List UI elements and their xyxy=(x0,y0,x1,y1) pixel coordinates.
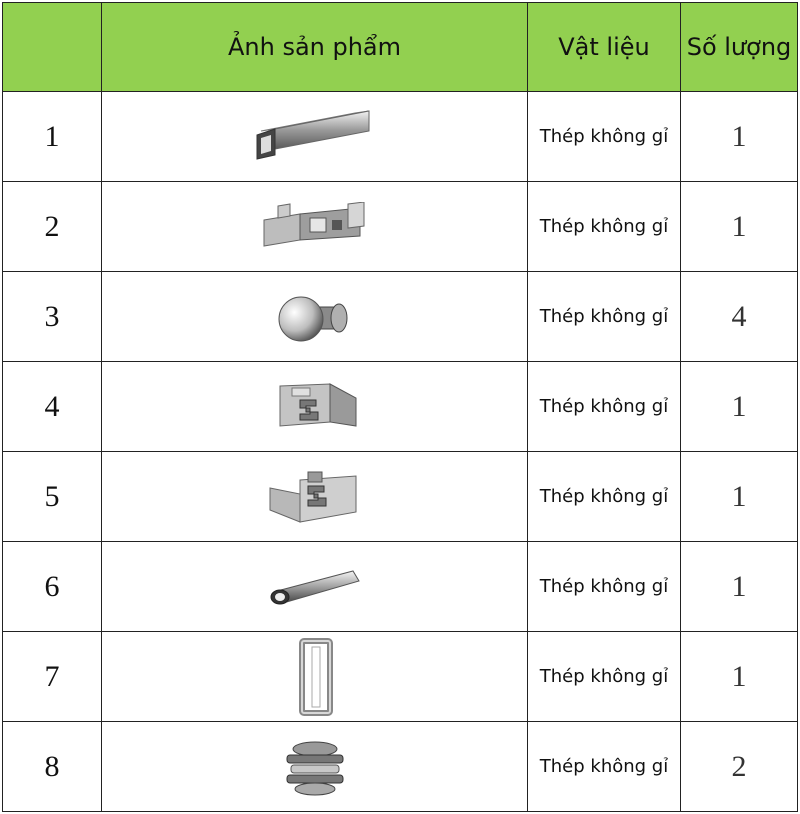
product-image-cell xyxy=(102,272,528,362)
door-handle-icon xyxy=(288,637,342,717)
parts-table xyxy=(2,2,798,812)
quantity-cell: 1 xyxy=(681,542,798,632)
glass-clamp-bracket-icon xyxy=(260,202,370,252)
table-row xyxy=(3,362,798,452)
material-cell: Thép không gỉ xyxy=(528,362,681,452)
roller-wheel-icon xyxy=(279,737,351,797)
material-cell: Thép không gỉ xyxy=(528,92,681,182)
table-row xyxy=(3,272,798,362)
quantity-cell: 1 xyxy=(681,92,798,182)
material-cell: Thép không gỉ xyxy=(528,722,681,812)
row-index: 8 xyxy=(3,722,102,812)
header-quantity: Số lượng xyxy=(681,3,798,92)
row-index: 7 xyxy=(3,632,102,722)
quantity-cell: 4 xyxy=(681,272,798,362)
table-row xyxy=(3,632,798,722)
material-cell: Thép không gỉ xyxy=(528,272,681,362)
table-row xyxy=(3,542,798,632)
product-image-cell xyxy=(102,542,528,632)
material-cell: Thép không gỉ xyxy=(528,452,681,542)
table-row xyxy=(3,452,798,542)
row-index: 3 xyxy=(3,272,102,362)
material-cell: Thép không gỉ xyxy=(528,632,681,722)
row-index: 2 xyxy=(3,182,102,272)
quantity-cell: 1 xyxy=(681,182,798,272)
product-image-cell xyxy=(102,92,528,182)
product-image-cell xyxy=(102,452,528,542)
hinge-connector-icon xyxy=(268,470,362,524)
quantity-cell: 1 xyxy=(681,632,798,722)
round-tube-icon xyxy=(267,567,363,607)
row-index: 6 xyxy=(3,542,102,632)
quantity-cell: 1 xyxy=(681,452,798,542)
row-index: 5 xyxy=(3,452,102,542)
table-row xyxy=(3,182,798,272)
header-image: Ảnh sản phẩm xyxy=(102,3,528,92)
material-cell: Thép không gỉ xyxy=(528,182,681,272)
table-row xyxy=(3,92,798,182)
square-tube-icon xyxy=(255,107,375,167)
quantity-cell: 2 xyxy=(681,722,798,812)
row-index: 1 xyxy=(3,92,102,182)
round-knob-icon xyxy=(275,289,355,345)
product-image-cell xyxy=(102,362,528,452)
product-image-cell xyxy=(102,182,528,272)
row-index: 4 xyxy=(3,362,102,452)
corner-connector-icon xyxy=(270,382,360,432)
quantity-cell: 1 xyxy=(681,362,798,452)
product-image-cell xyxy=(102,632,528,722)
header-material: Vật liệu xyxy=(528,3,681,92)
material-cell: Thép không gỉ xyxy=(528,542,681,632)
header-row xyxy=(3,3,798,92)
header-index xyxy=(3,3,102,92)
table-row xyxy=(3,722,798,812)
product-image-cell xyxy=(102,722,528,812)
